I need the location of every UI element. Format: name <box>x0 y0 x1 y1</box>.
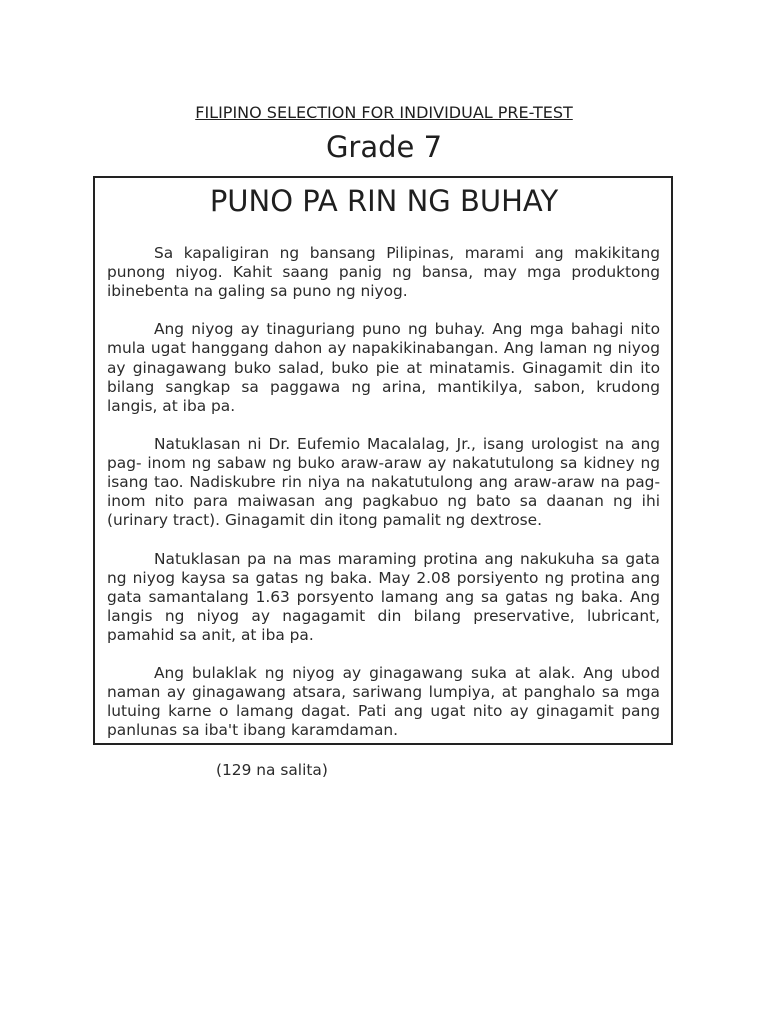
grade-level: Grade 7 <box>325 130 443 164</box>
paragraph-2: Ang niyog ay tinaguriang puno ng buhay. Ang mga bahagi nito mula ugat hanggang dahon ay napakikinabangan. Ang laman ng niyog ay ginagawang buko salad, buko pie at minatamis. Ginagamit din ito bilang sangkap sa paggawa ng arina, mantikilya, sabon, krudong langis, at iba pa. <box>107 320 660 415</box>
paragraph-4: Natuklasan pa na mas maraming protina ang nakukuha sa gata ng niyog kaysa sa gatas ng baka. May 2.08 porsiyento ng protina ang gata samantalang 1.63 porsyento lamang ang sa gatas ng baka. Ang langis ng niyog ay nagagamit din bilang preservative, lubricant, pamahid sa anit, at iba pa. <box>107 549 660 644</box>
story-body <box>107 244 660 760</box>
paragraph-1: Sa kapaligiran ng bansang Pilipinas, marami ang makikitang punong niyog. Kahit saang panig ng bansa, may mga produktong ibinebenta na galing sa puno ng niyog. <box>107 244 660 301</box>
selection-title: FILIPINO SELECTION FOR INDIVIDUAL PRE-TEST <box>195 103 573 122</box>
word-count: (129 na salita) <box>216 761 328 779</box>
paragraph-3: Natuklasan ni Dr. Eufemio Macalalag, Jr., isang urologist na ang pag- inom ng sabaw ng buko araw-araw ay nakatutulong sa kidney ng isang tao. Nadiskubre rin niya na nakatutulong ang araw-araw na pag-inom nito para maiwasan ang pagkabuo ng bato sa daanan ng ihi (urinary tract). Ginagamit din itong pamalit ng dextrose. <box>107 434 660 530</box>
story-title: PUNO PA RIN NG BUHAY <box>209 184 559 218</box>
paragraph-5: Ang bulaklak ng niyog ay ginagawang suka at alak. Ang ubod naman ay ginagawang atsara, sariwang lumpiya, at panghalo sa mga lutuing karne o lamang dagat. Pati ang ugat nito ay ginagamit pang panlunas sa iba't ibang karamdaman. <box>107 664 660 740</box>
